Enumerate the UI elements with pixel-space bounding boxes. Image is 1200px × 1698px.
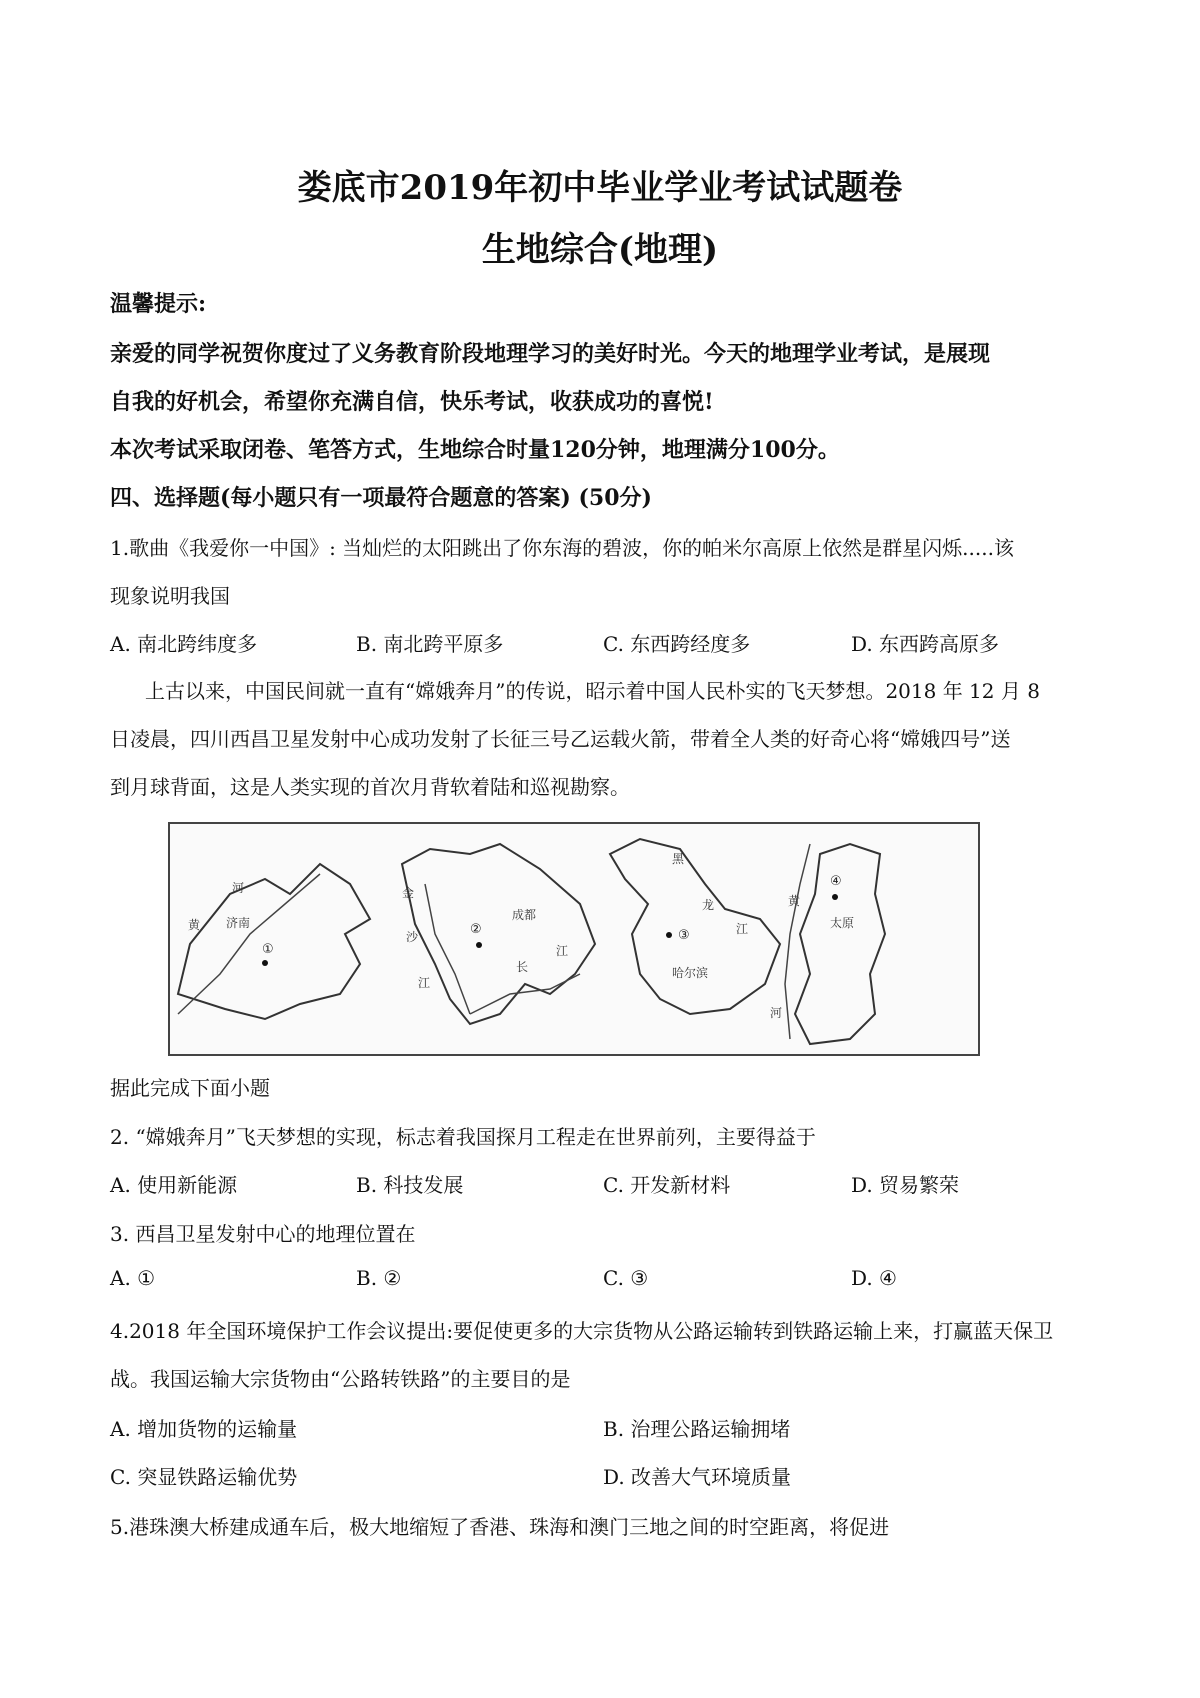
q1-option-c: C. 东西跨经度多 <box>603 632 751 656</box>
map-label-hei: 黑 <box>672 852 685 866</box>
notice-line-2: 自我的好机会，希望你充满自信，快乐考试，收获成功的喜悦! <box>110 389 714 415</box>
marker-3: ③ <box>678 928 690 943</box>
exam-title: 娄底市2019年初中毕业学业考试试题卷 <box>297 168 903 208</box>
shandong-outline <box>178 864 370 1019</box>
sichuan-outline <box>402 844 595 1024</box>
marker-2-dot <box>476 942 482 948</box>
map-label-jiang-2: 江 <box>556 944 569 958</box>
q3-option-a: A. ① <box>110 1266 156 1290</box>
passage-line-3: 到月球背面，这是人类实现的首次月背软着陆和巡视勘察。 <box>110 775 630 799</box>
map-label-taiyuan: 太原 <box>830 916 855 930</box>
map-label-he-2: 河 <box>770 1006 783 1020</box>
q2-option-c: C. 开发新材料 <box>603 1173 731 1197</box>
province-maps-figure <box>168 822 980 1056</box>
map-label-chengdu: 成都 <box>512 908 537 922</box>
notice-line-1: 亲爱的同学祝贺你度过了义务教育阶段地理学习的美好时光。今天的地理学业考试，是展现 <box>110 341 991 367</box>
q4-stem-line-1: 4.2018 年全国环境保护工作会议提出:要促使更多的大宗货物从公路运输转到铁路运输上来，打赢蓝天保卫 <box>110 1319 1054 1343</box>
map-label-haerbin: 哈尔滨 <box>672 966 709 980</box>
q4-option-b: B. 治理公路运输拥堵 <box>603 1417 791 1441</box>
marker-4-dot <box>832 894 838 900</box>
map-label-sha: 沙 <box>406 930 419 944</box>
passage-line-1: 上古以来，中国民间就一直有“嫦娥奔月”的传说，昭示着中国人民朴实的飞天梦想。2018 年 12 月 8 <box>145 679 1040 703</box>
q3-option-d: D. ④ <box>851 1266 897 1290</box>
q1-stem-line-1: 1.歌曲《我爱你一中国》: 当灿烂的太阳跳出了你东海的碧波，你的帕米尔高原上依然是群星闪烁.....该 <box>110 536 1014 560</box>
q2-option-b: B. 科技发展 <box>356 1173 464 1197</box>
q1-option-b: B. 南北跨平原多 <box>356 632 504 656</box>
marker-2: ② <box>470 922 482 937</box>
passage-line-2: 日凌晨，四川西昌卫星发射中心成功发射了长征三号乙运载火箭，带着全人类的好奇心将“嫦娥四号”送 <box>110 727 1011 751</box>
q1-option-a: A. 南北跨纬度多 <box>110 632 258 656</box>
q2-option-a: A. 使用新能源 <box>110 1173 238 1197</box>
q3-stem: 3. 西昌卫星发射中心的地理位置在 <box>110 1222 416 1246</box>
map-label-jiang-3: 江 <box>736 922 749 936</box>
yellow-river-line <box>178 874 320 1014</box>
marker-1: ① <box>262 942 274 957</box>
marker-4: ④ <box>830 874 842 889</box>
map-label-jiang-1: 江 <box>418 976 431 990</box>
q4-option-d: D. 改善大气环境质量 <box>603 1465 792 1489</box>
q3-option-c: C. ③ <box>603 1266 649 1290</box>
q4-option-a: A. 增加货物的运输量 <box>110 1417 298 1441</box>
map-label-jinan: 济南 <box>226 916 251 930</box>
marker-3-dot <box>666 932 672 938</box>
map-label-jin: 金 <box>402 886 415 900</box>
section-heading: 四、选择题(每小题只有一项最符合题意的答案) (50分) <box>110 485 652 511</box>
q1-stem-line-2: 现象说明我国 <box>110 584 230 608</box>
yangtze-river-line <box>470 974 580 1014</box>
q2-stem: 2. “嫦娥奔月”飞天梦想的实现，标志着我国探月工程走在世界前列，主要得益于 <box>110 1125 816 1149</box>
marker-1-dot <box>262 960 268 966</box>
map-label-huang-1: 黄 <box>188 918 201 932</box>
province-outlines <box>170 824 978 1054</box>
q2-option-d: D. 贸易繁荣 <box>851 1173 960 1197</box>
q4-option-c: C. 突显铁路运输优势 <box>110 1465 298 1489</box>
map-label-he-1: 河 <box>232 881 245 895</box>
after-map-note: 据此完成下面小题 <box>110 1076 270 1100</box>
map-label-long: 龙 <box>702 898 715 912</box>
q3-option-b: B. ② <box>356 1266 402 1290</box>
notice-line-3: 本次考试采取闭卷、笔答方式，生地综合时量120分钟，地理满分100分。 <box>110 437 840 463</box>
q1-option-d: D. 东西跨高原多 <box>851 632 1000 656</box>
q5-stem-line-1: 5.港珠澳大桥建成通车后，极大地缩短了香港、珠海和澳门三地之间的时空距离，将促进 <box>110 1515 890 1539</box>
exam-subtitle: 生地综合(地理) <box>481 230 719 270</box>
q4-stem-line-2: 战。我国运输大宗货物由“公路转铁路”的主要目的是 <box>110 1367 571 1391</box>
map-label-chang: 长 <box>516 960 529 974</box>
heilongjiang-outline <box>610 839 780 1014</box>
map-label-huang-2: 黄 <box>788 894 801 908</box>
notice-heading: 温馨提示: <box>110 291 207 317</box>
